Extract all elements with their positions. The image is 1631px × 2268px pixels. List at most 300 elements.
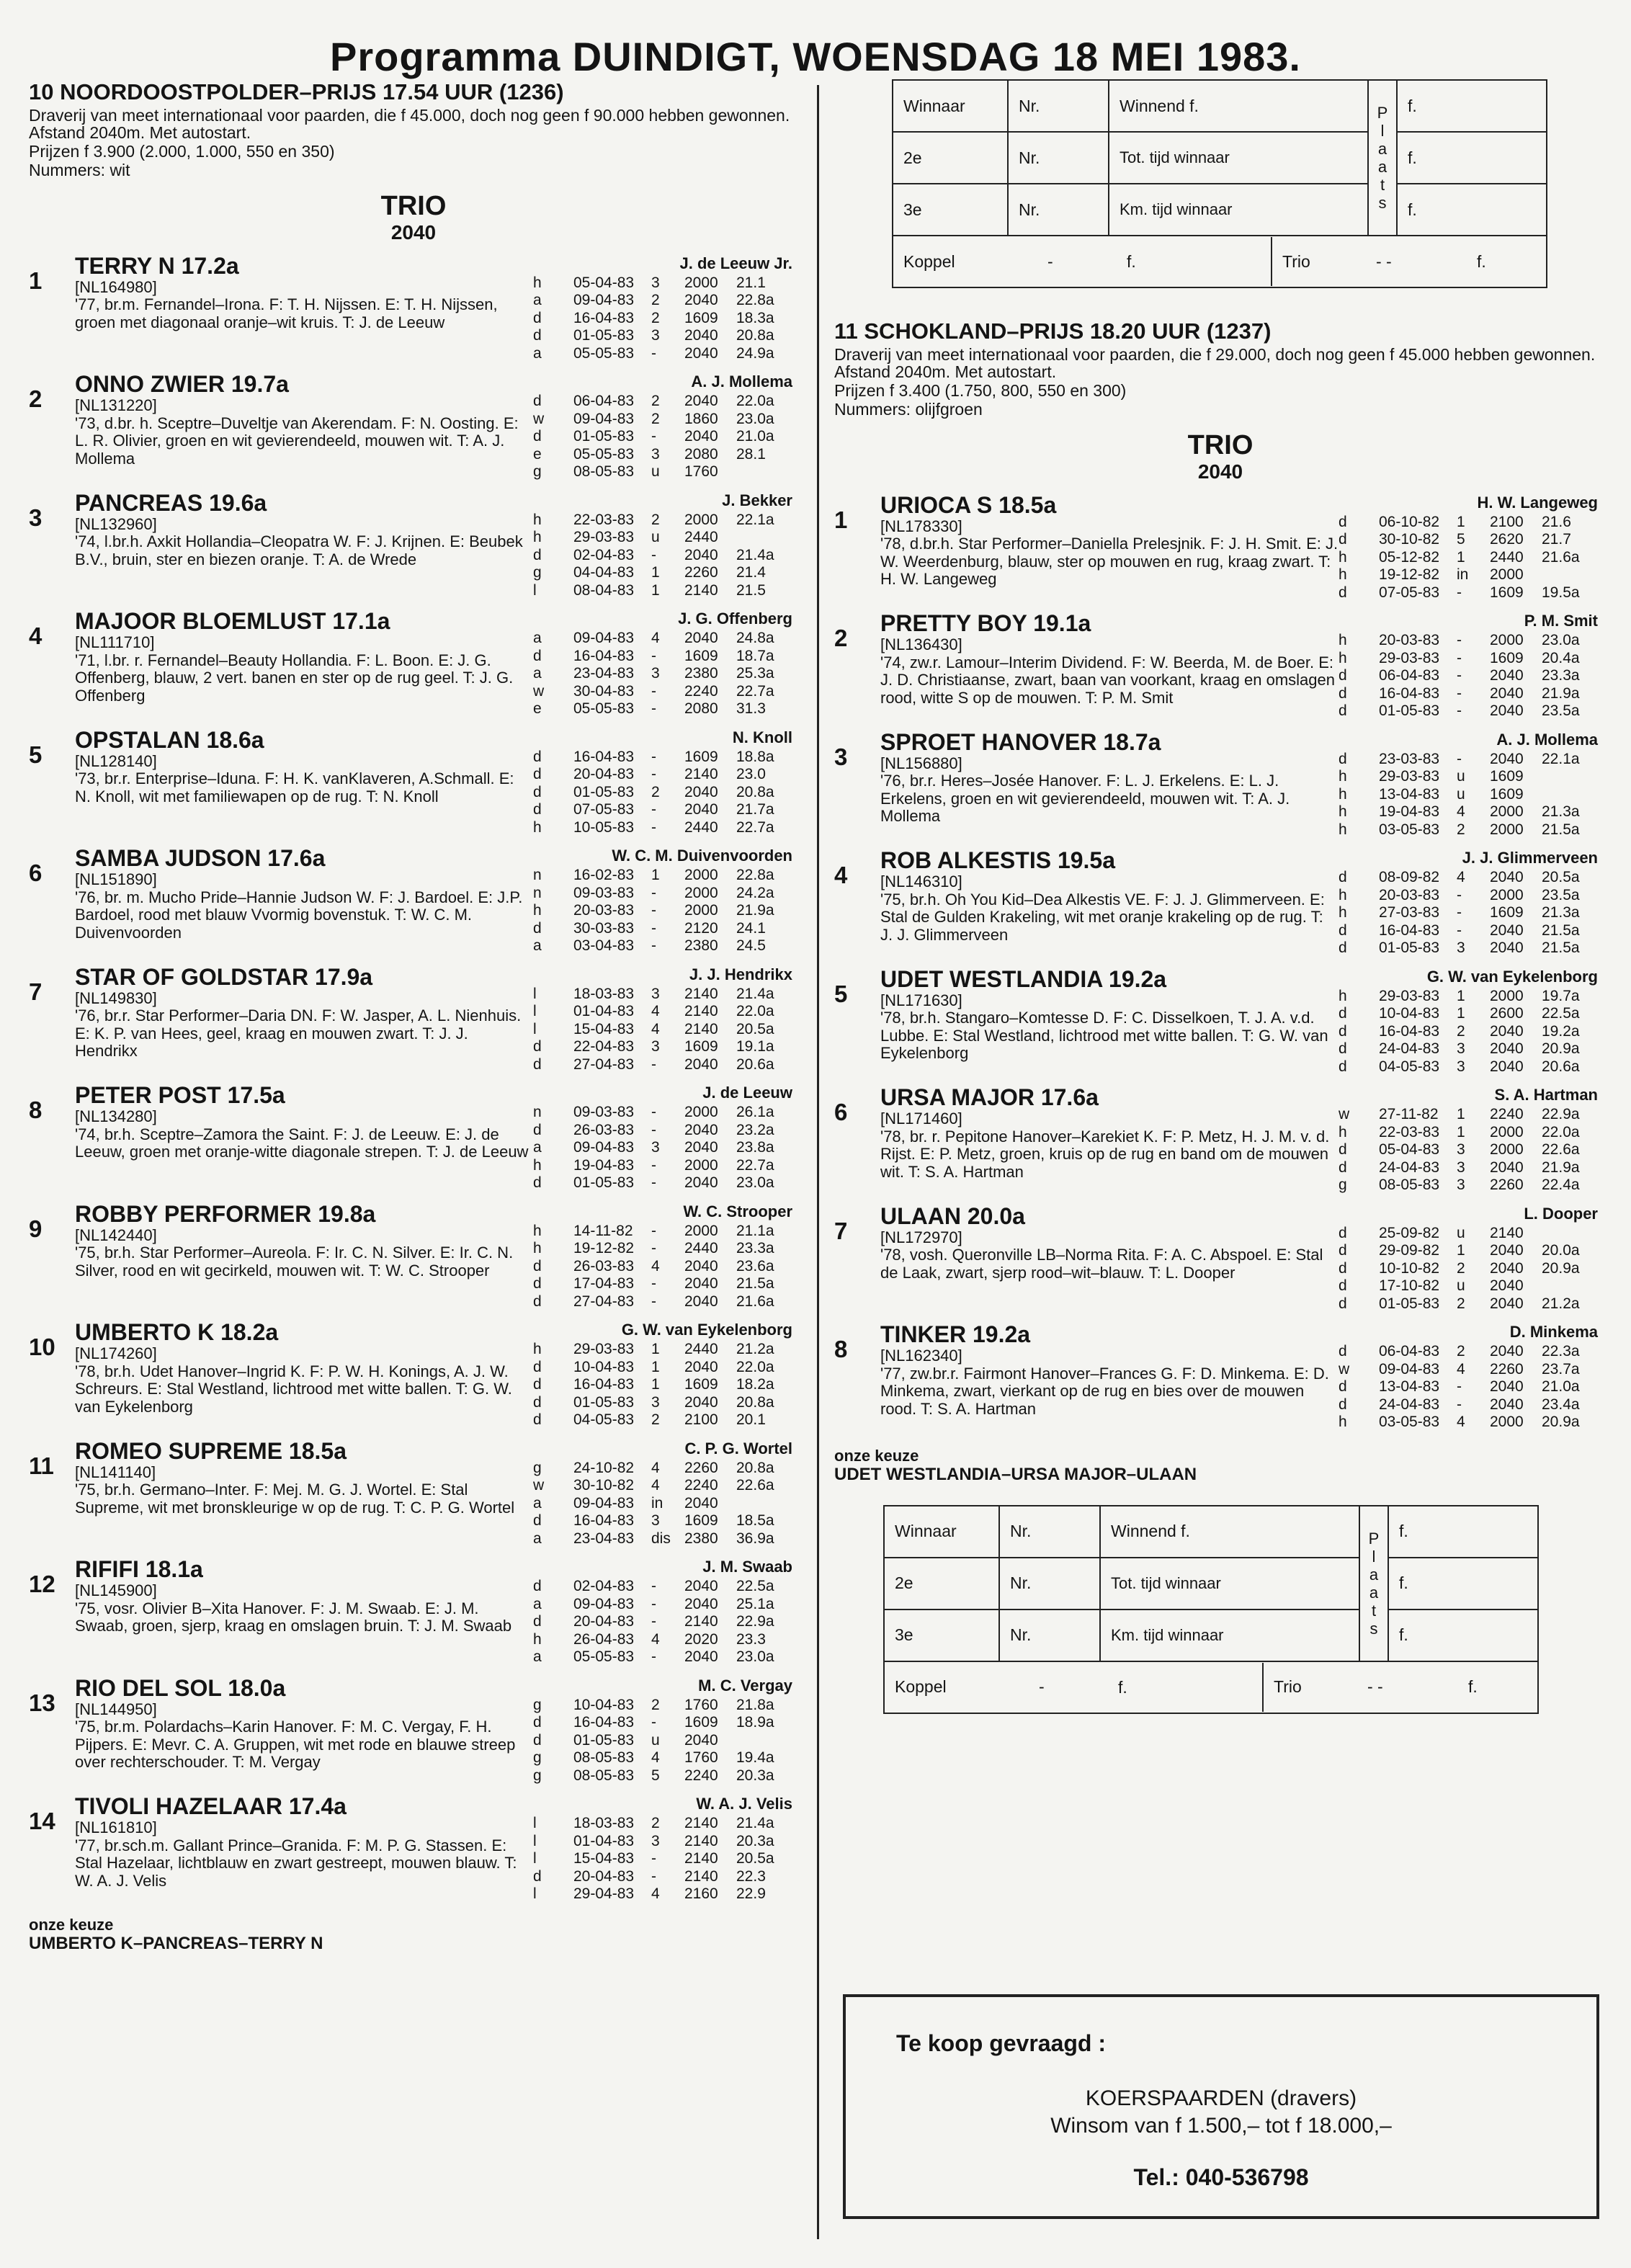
form-cell: - [1457, 584, 1462, 601]
form-cell: 16-04-83 [573, 1512, 635, 1530]
results-row-koppel [893, 236, 1547, 287]
form-cell: 16-04-83 [573, 1714, 635, 1731]
horse-number: 6 [29, 860, 43, 887]
form-cell: g [533, 564, 542, 581]
form-cell: - [1457, 1378, 1462, 1396]
form-cell: d [1339, 750, 1347, 767]
form-row [533, 700, 792, 718]
form-cell: 30-10-82 [573, 1477, 635, 1494]
form-cell: e [533, 700, 542, 718]
form-cell: 22.8a [736, 867, 774, 884]
form-row [533, 1732, 792, 1750]
advertisement-box [843, 1994, 1599, 2219]
form-cell: 24.9a [736, 344, 774, 362]
results-row-winner [884, 1506, 1538, 1558]
form-cell: 22.3a [1542, 1343, 1580, 1360]
horse-name: TINKER 19.2a [880, 1321, 1031, 1348]
form-cell: 22.1a [1542, 750, 1580, 767]
form-cell: 24.8a [736, 630, 774, 647]
form-cell: 24-04-83 [1379, 1158, 1440, 1176]
results-nr-label: Nr. [1008, 132, 1109, 184]
form-cell: 2040 [684, 1121, 718, 1138]
form-cell: 19.7a [1542, 987, 1580, 1004]
form-cell: 2 [1457, 1259, 1465, 1277]
form-cell: - [651, 766, 656, 783]
trio-result-dashes: - - [1367, 1677, 1383, 1697]
form-cell: d [533, 393, 542, 410]
form-row [533, 683, 792, 701]
form-cell: d [1339, 1224, 1347, 1241]
form-cell: 2440 [684, 529, 718, 546]
form-cell: 01-05-83 [573, 1174, 635, 1192]
form-cell: 2380 [684, 937, 718, 955]
horse-name: ROBBY PERFORMER 19.8a [75, 1200, 376, 1227]
form-cell: d [1339, 1005, 1347, 1022]
form-cell [1542, 768, 1598, 786]
form-cell: - [651, 1104, 656, 1121]
form-cell: 2040 [1490, 1396, 1524, 1413]
form-row [1339, 768, 1598, 786]
form-cell: 13-04-83 [1379, 1378, 1440, 1396]
horse-number: 4 [834, 862, 848, 889]
form-cell: 01-05-83 [573, 1393, 635, 1411]
form-cell: 1860 [684, 410, 718, 427]
form-cell: 29-03-83 [1379, 987, 1440, 1004]
form-cell: 20.5a [1542, 869, 1580, 886]
form-cell: 27-11-82 [1379, 1106, 1439, 1123]
form-cell: d [1339, 1378, 1347, 1396]
form-cell: 20-03-83 [573, 902, 635, 919]
form-cell: 2080 [684, 445, 718, 463]
form-cell: 2000 [684, 1104, 718, 1121]
form-cell: 20.8a [736, 327, 774, 344]
results-winnend-label: Winnend f. [1109, 80, 1368, 132]
form-cell: - [651, 546, 656, 563]
form-row [1339, 1177, 1598, 1195]
form-row [1339, 1225, 1598, 1243]
form-cell: 21.1a [736, 1222, 774, 1239]
results-nr-label: Nr. [999, 1506, 1100, 1558]
form-cell: 23.0a [736, 1648, 774, 1666]
form-cell: a [533, 1494, 542, 1512]
form-row [533, 1056, 792, 1074]
horse-description: [NL151890] '76, br. m. Mucho Pride–Hannie Judson W. F: J. Bardoel. E: J.P. Bardoel, rood met blauw Vvormig bovenstuk. T: W. C. M. Duivenvoorden [75, 870, 523, 942]
form-cell: 23-04-83 [573, 665, 635, 682]
results-plaats-label [1368, 80, 1397, 236]
form-row [1339, 1106, 1598, 1124]
form-row [1339, 702, 1598, 720]
form-cell: 23.0a [1542, 632, 1580, 649]
results-row-third [893, 184, 1547, 236]
form-cell: 23.3 [736, 1630, 766, 1648]
form-cell: 2040 [1490, 1242, 1524, 1259]
form-row [533, 1749, 792, 1767]
horse-description: [NL156880] '76, br.r. Heres–Josée Hanover. F: L. J. Erkelens. E: L. J. Erkelens, groen en wit gevierendeeld, mouwen wit. T: A. J. Mollema [880, 754, 1290, 826]
horse-name: ULAAN 20.0a [880, 1202, 1025, 1229]
form-cell: 2040 [684, 1055, 718, 1073]
form-cell: 01-05-83 [573, 783, 635, 800]
form-cell: 4 [651, 1459, 660, 1476]
form-cell: a [533, 665, 542, 682]
form-cell: 3 [1457, 1177, 1465, 1194]
form-cell: 3 [651, 1038, 660, 1055]
form-cell: 21.9a [1542, 684, 1580, 702]
form-cell: 1609 [1490, 584, 1524, 601]
form-cell: d [1339, 531, 1347, 548]
form-cell: - [651, 1240, 656, 1257]
form-cell: 3 [1457, 1058, 1465, 1075]
race-11-title: 11 SCHOKLAND–PRIJS 18.20 UUR (1237) [834, 318, 1272, 344]
form-cell: d [533, 428, 542, 445]
form-cell: 25-09-82 [1379, 1224, 1440, 1241]
race-11-description: Draverij van meet internationaal voor paarden, die f 29.000, doch nog geen f 45.000 hebben gewonnen. Afstand 2040m. Met autostart. [834, 345, 1596, 381]
form-cell: u [1457, 785, 1465, 803]
form-cell: n [533, 867, 542, 884]
form-cell: 23.3a [736, 1240, 774, 1257]
form-cell: - [651, 1174, 656, 1192]
form-cell: u [1457, 1224, 1465, 1241]
form-cell: a [533, 1530, 542, 1547]
form-cell: 26-03-83 [573, 1121, 635, 1138]
horse-description: [NL171460] '78, br. r. Pepitone Hanover–Karekiet K. F: P. Metz, H. J. M. v. d. Rijst. E: P. Metz, groen, kruis op de rug en band om de mouwen wit. T: S. A. Hartman [880, 1110, 1330, 1181]
form-cell: 19-04-83 [1379, 803, 1440, 821]
form-row [533, 1021, 792, 1039]
form-cell: h [533, 902, 542, 919]
form-row [533, 1139, 792, 1157]
form-cell: 20.5a [736, 1020, 774, 1037]
column-divider [817, 85, 819, 2239]
form-cell: w [1339, 1360, 1350, 1378]
form-cell: in [651, 1494, 663, 1512]
form-cell: w [533, 682, 545, 700]
results-winner-label: Winnaar [893, 80, 1008, 132]
form-cell: 26-03-83 [573, 1257, 635, 1274]
form-cell: d [1339, 1040, 1347, 1058]
form-row [1339, 1260, 1598, 1278]
form-cell: 2040 [1490, 921, 1524, 939]
horse-entry [29, 1675, 798, 1785]
form-cell: 23.5a [1542, 886, 1580, 903]
form-cell: 18-03-83 [573, 1815, 635, 1832]
horse-name: RIO DEL SOL 18.0a [75, 1674, 286, 1701]
results-third-label: 3e [893, 184, 1008, 236]
form-cell: 21.9a [736, 902, 774, 919]
form-cell: 1 [1457, 1123, 1465, 1140]
form-row [1339, 1159, 1598, 1177]
form-cell: 20.9a [1542, 1259, 1580, 1277]
form-cell: 20.8a [736, 783, 774, 800]
horse-entry [29, 253, 798, 363]
form-row [1339, 566, 1598, 584]
results-km-tijd-label: Km. tijd winnaar [1100, 1610, 1359, 1661]
horse-number: 2 [834, 625, 848, 652]
form-cell: 21.5a [1542, 921, 1580, 939]
horse-trainer: C. P. G. Wortel [684, 1439, 792, 1457]
form-row [1339, 531, 1598, 549]
form-cell: - [651, 700, 656, 718]
trio-result-f: f. [1468, 1677, 1478, 1697]
race-11-prizes: Prijzen f 3.400 (1.750, 800, 550 en 300) [834, 381, 1127, 400]
form-row [533, 274, 792, 293]
form-cell: - [1457, 667, 1462, 684]
form-cell: a [533, 1139, 542, 1156]
form-cell: 2100 [1490, 513, 1524, 530]
form-cell [736, 529, 792, 547]
form-row [533, 885, 792, 903]
form-row [533, 665, 792, 683]
form-cell: 09-04-83 [573, 292, 635, 309]
form-cell: 2040 [1490, 939, 1524, 957]
horse-description: [NL134280] '74, br.h. Sceptre–Zamora the Saint. F: J. de Leeuw. E: J. de Leeuw, groen met oranje-witte diagonale strepen. T: J. de Leeuw [75, 1107, 529, 1161]
form-row [1339, 1295, 1598, 1313]
form-cell: 2 [651, 410, 660, 427]
form-cell: 13-04-83 [1379, 785, 1440, 803]
form-cell: 03-04-83 [573, 937, 635, 955]
horse-name: ROB ALKESTIS 19.5a [880, 847, 1116, 874]
form-row [533, 801, 792, 819]
race-10-horse-list [29, 253, 798, 1903]
form-cell: 4 [651, 1885, 660, 1903]
form-cell: 10-04-83 [1379, 1005, 1440, 1022]
form-cell: 2000 [1490, 1141, 1524, 1158]
horse-number: 8 [29, 1097, 43, 1124]
horse-description: [NL171630] '78, br.h. Stangaro–Komtesse D. F: C. Disselkoen, T. J. A. v.d. Lubbe. E: Stal Westland, lichtrood met witte ballen. T: G. W. van Eykelenborg [880, 991, 1328, 1063]
form-cell: d [1339, 1277, 1347, 1295]
form-cell: 24.1 [736, 919, 766, 937]
horse-name: OPSTALAN 18.6a [75, 726, 264, 753]
form-row [533, 1376, 792, 1394]
form-cell: d [1339, 869, 1347, 886]
form-cell: 2140 [684, 1867, 718, 1885]
form-cell: 2040 [1490, 1259, 1524, 1277]
form-cell: 05-05-83 [573, 700, 635, 718]
form-cell: - [1457, 1396, 1462, 1413]
form-cell: d [1339, 1022, 1347, 1040]
form-cell: 22.7a [736, 818, 774, 836]
form-cell: 1609 [684, 309, 718, 326]
form-cell: 18-03-83 [573, 985, 635, 1002]
form-cell: a [533, 630, 542, 647]
form-cell: 01-05-83 [1379, 939, 1440, 957]
form-cell: d [533, 1376, 542, 1393]
form-row [1339, 1023, 1598, 1041]
horse-trainer: J. Bekker [722, 491, 792, 509]
form-cell: 22.9 [736, 1885, 766, 1903]
form-cell: 21.5a [1542, 821, 1580, 838]
form-cell: 2040 [1490, 869, 1524, 886]
form-cell: 03-05-83 [1379, 821, 1440, 838]
form-cell: d [533, 647, 542, 664]
race-11-pick-label: onze keuze [834, 1446, 919, 1465]
horse-name: MAJOOR BLOEMLUST 17.1a [75, 608, 390, 635]
form-cell: 09-04-83 [573, 1595, 635, 1612]
form-cell: 29-03-83 [1379, 768, 1440, 785]
race-10-trio-heading [29, 192, 798, 244]
form-cell: 2040 [1490, 667, 1524, 684]
form-cell: 17-10-82 [1379, 1277, 1440, 1295]
form-row [533, 1767, 792, 1785]
form-cell: d [533, 1867, 542, 1885]
horse-number: 1 [834, 506, 848, 533]
form-cell: 05-12-82 [1379, 548, 1440, 566]
form-cell: 22.1a [736, 511, 774, 528]
form-cell: 20.0a [1542, 1242, 1580, 1259]
form-cell: 21.7a [736, 801, 774, 818]
form-cell: 19.2a [1542, 1022, 1580, 1040]
form-cell: n [533, 1104, 542, 1121]
form-row [1339, 1040, 1598, 1058]
form-cell: 14-11-82 [573, 1222, 633, 1239]
form-row [1339, 751, 1598, 769]
form-row [533, 1003, 792, 1021]
form-row [533, 1411, 792, 1429]
horse-name: UDET WESTLANDIA 19.2a [880, 965, 1167, 992]
horse-description: [NL178330] '78, d.br.h. Star Performer–Daniella Prelesjnik. F: J. H. Smit. E: J. W. Weerdenburg, blauw, ster op mouwen en rug, kraag zwart. T: H. W. Langeweg [880, 517, 1339, 589]
form-cell: u [651, 1731, 660, 1749]
form-cell: 19-04-83 [573, 1156, 635, 1174]
race-11-numbers: Nummers: olijfgroen [834, 400, 983, 419]
horse-trainer: W. C. Strooper [683, 1202, 792, 1220]
form-cell: 2040 [684, 1393, 718, 1411]
form-cell [1542, 1225, 1598, 1243]
form-cell: 2040 [684, 1595, 718, 1612]
form-cell: 2120 [684, 919, 718, 937]
form-cell: 2600 [1490, 1005, 1524, 1022]
form-cell: 22-03-83 [1379, 1123, 1440, 1140]
form-cell: 2040 [684, 1494, 718, 1512]
form-cell: 1609 [1490, 768, 1524, 785]
form-cell: 24-04-83 [1379, 1396, 1440, 1413]
form-row [1339, 869, 1598, 887]
horse-name: PANCREAS 19.6a [75, 489, 267, 516]
form-cell: 2000 [1490, 821, 1524, 838]
form-cell: - [651, 748, 656, 765]
form-row [533, 1885, 792, 1903]
form-row [533, 1122, 792, 1140]
form-row [533, 1293, 792, 1311]
form-cell: 2380 [684, 665, 718, 682]
form-row [1339, 1005, 1598, 1023]
form-cell: 3 [651, 1393, 660, 1411]
horse-trainer: J. J. Glimmerveen [1462, 849, 1598, 867]
trio-distance: 2040 [1197, 460, 1243, 483]
horse-entry [29, 490, 798, 600]
form-cell: 16-04-83 [573, 309, 635, 326]
form-cell: 3 [651, 665, 660, 682]
form-cell: 20.8a [736, 1459, 774, 1476]
form-row [1339, 821, 1598, 839]
form-cell: 2140 [684, 985, 718, 1002]
form-cell: 3 [651, 445, 660, 463]
form-row [533, 1104, 792, 1122]
form-cell: 4 [651, 1003, 660, 1020]
form-cell: 2260 [1490, 1360, 1524, 1378]
horse-number: 3 [29, 504, 43, 531]
form-cell: 2040 [1490, 1022, 1524, 1040]
results-winnend-label: Winnend f. [1100, 1506, 1359, 1558]
form-cell: 2620 [1490, 531, 1524, 548]
form-row [533, 1714, 792, 1732]
form-cell: 2000 [684, 1156, 718, 1174]
form-cell: 18.8a [736, 748, 774, 765]
form-cell: 10-04-83 [573, 1358, 635, 1375]
form-cell: 2040 [684, 783, 718, 800]
form-cell: 2000 [684, 902, 718, 919]
horse-trainer: G. W. van Eykelenborg [1426, 967, 1598, 986]
form-cell: 08-09-82 [1379, 869, 1440, 886]
form-row [533, 1157, 792, 1175]
form-cell: - [651, 1055, 656, 1073]
form-cell: h [533, 1341, 542, 1358]
form-cell: 29-03-83 [1379, 649, 1440, 666]
form-row [533, 529, 792, 547]
form-cell: 2000 [684, 274, 718, 291]
form-cell: 21.5a [736, 1275, 774, 1293]
form-cell: 22.5a [1542, 1005, 1580, 1022]
form-cell: 16-04-83 [1379, 1022, 1440, 1040]
form-cell: 23.7a [1542, 1360, 1580, 1378]
form-cell: 2040 [684, 344, 718, 362]
form-row [1339, 1058, 1598, 1076]
form-cell: d [533, 1121, 542, 1138]
form-cell: d [1339, 1259, 1347, 1277]
form-cell: 22.9a [736, 1613, 774, 1630]
form-cell: 3 [651, 1512, 660, 1530]
horse-description: [NL111710] '71, l.br. r. Fernandel–Beauty Hollandia. F: L. Boon. E: J. G. Offenberg, blauw, 2 vert. banen en ster op de rug geel. T: J. G. Offenberg [75, 633, 514, 705]
form-cell: 20.9a [1542, 1040, 1580, 1058]
results-f-2: f. [1388, 1558, 1538, 1610]
form-cell: d [533, 1358, 542, 1375]
horse-description: [NL174260] '78, br.h. Udet Hanover–Ingrid K. F: P. W. H. Konings, A. J. W. Schreurs. E: Stal Westland, lichtrood met witte ballen. T: G. W. van Eykelenborg [75, 1344, 512, 1416]
results-row-second [893, 132, 1547, 184]
form-cell: 20-04-83 [573, 1867, 635, 1885]
form-cell: 2100 [684, 1411, 718, 1429]
trio-distance: 2040 [390, 220, 437, 244]
results-km-tijd-label: Km. tijd winnaar [1109, 184, 1368, 236]
form-cell: d [1339, 1141, 1347, 1158]
horse-entry [29, 845, 798, 955]
form-cell: 1609 [684, 1038, 718, 1055]
trio-result-label: Trio [1282, 251, 1310, 271]
horse-description: [NL144950] '75, br.m. Polardachs–Karin Hanover. F: M. C. Vergay, F. H. Pijpers. E: Mevr. C. A. Gruppen, wit met rode en blauwe streep over rechterschouder. T: M. Vergay [75, 1700, 516, 1772]
form-row [533, 393, 792, 411]
horse-number: 7 [29, 978, 43, 1005]
form-cell: 21.0a [736, 428, 774, 445]
form-cell: 21.5 [736, 581, 766, 599]
form-cell: - [1457, 702, 1462, 720]
form-cell: 16-04-83 [573, 748, 635, 765]
race-10-pick-label: onze keuze [29, 1915, 114, 1934]
form-row [533, 512, 792, 530]
form-row [1339, 803, 1598, 821]
form-cell: 18.5a [736, 1512, 774, 1530]
form-cell: 2040 [1490, 1277, 1524, 1295]
form-cell: 23.2a [736, 1121, 774, 1138]
form-cell: 1 [1457, 1005, 1465, 1022]
form-cell: 09-04-83 [1379, 1360, 1440, 1378]
form-row [1339, 1361, 1598, 1379]
form-cell: 16-04-83 [573, 1376, 635, 1393]
form-cell: 10-04-83 [573, 1696, 635, 1713]
form-cell: h [1339, 649, 1347, 666]
form-cell [736, 1495, 792, 1513]
form-cell: l [533, 1832, 537, 1849]
horse-name: SPROET HANOVER 18.7a [880, 728, 1161, 755]
form-cell: a [533, 1595, 542, 1612]
results-plaats-label [1359, 1506, 1388, 1661]
form-cell: 09-04-83 [573, 1494, 635, 1512]
form-cell: - [651, 902, 656, 919]
